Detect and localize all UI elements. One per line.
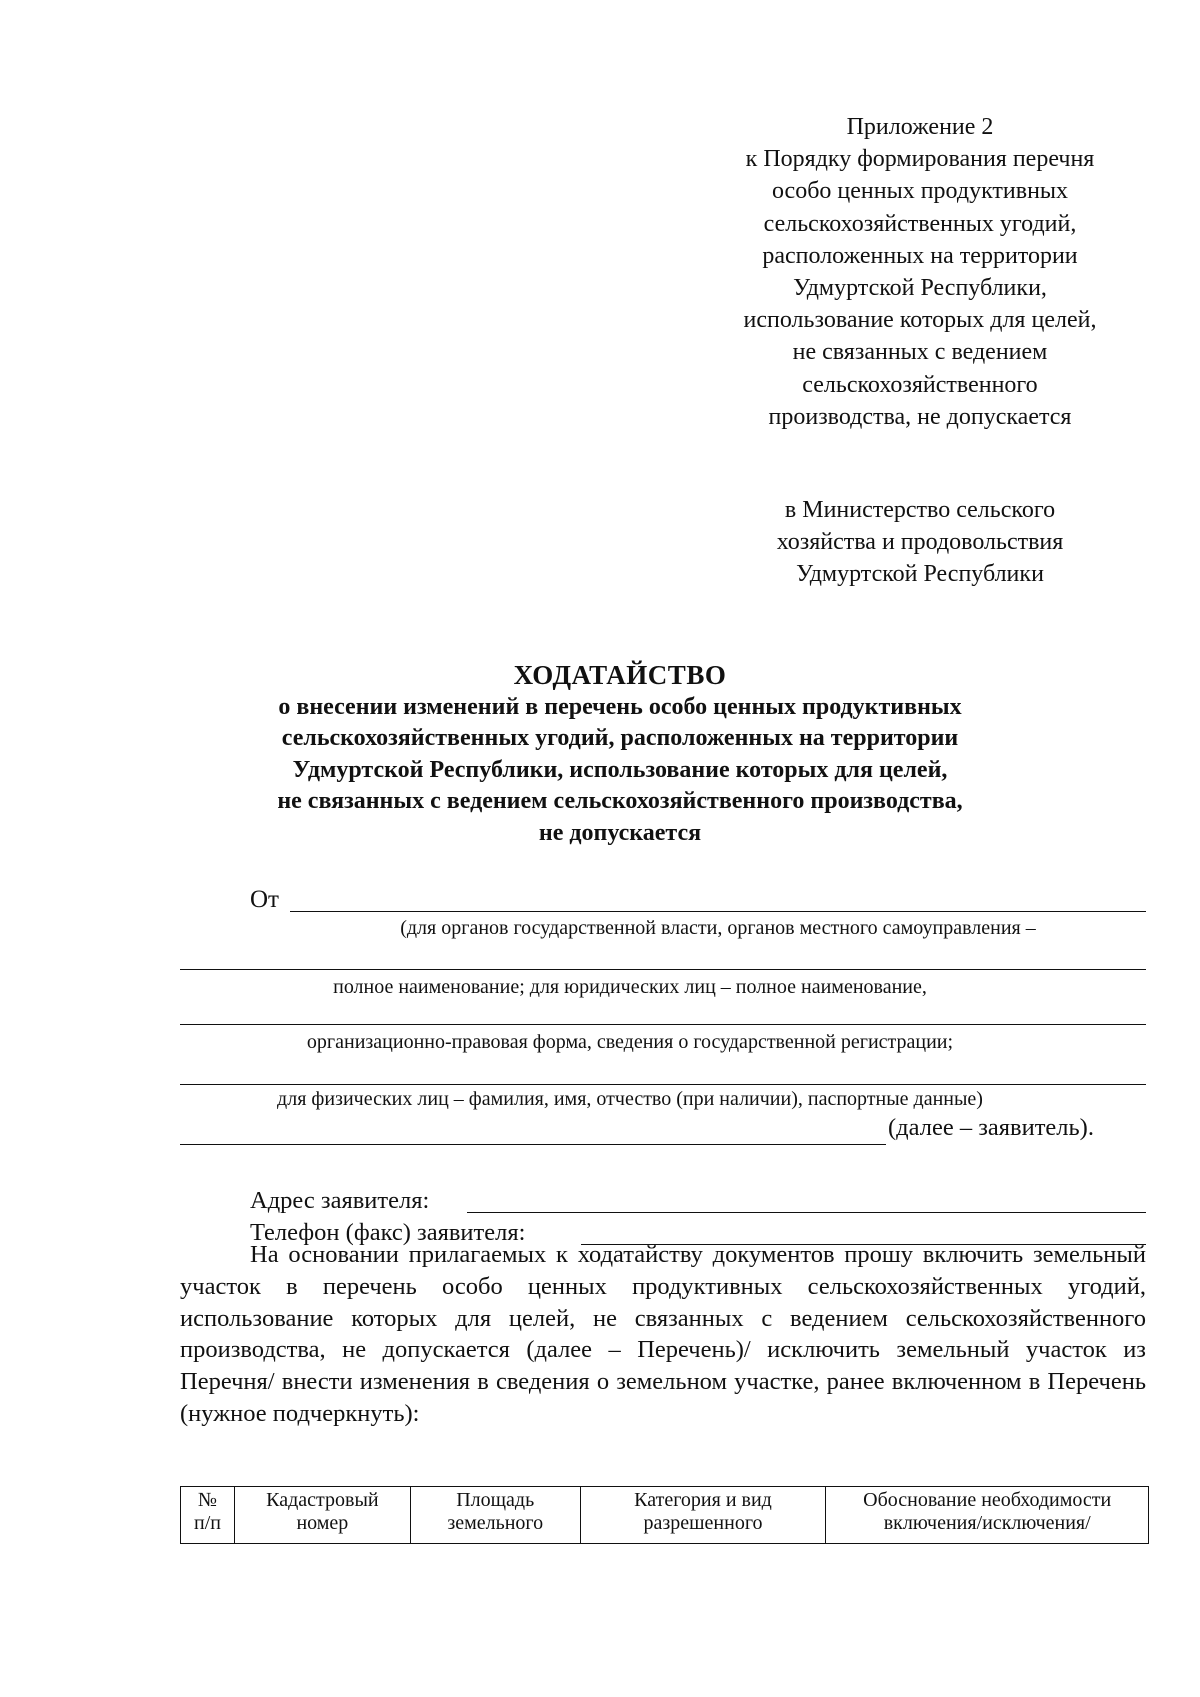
title-line: о внесении изменений в перечень особо ценных продуктивных (278, 693, 962, 720)
addressee-line: хозяйства и продовольствия (776, 529, 1064, 556)
applicant-suffix: (далее – заявитель). (888, 1114, 1094, 1141)
address-label: Адрес заявителя: (250, 1187, 430, 1214)
header-text: № (197, 1489, 218, 1511)
title-main: ХОДАТАЙСТВО (513, 660, 727, 690)
applicant-caption-3: организационно-правовая форма, сведения о государственной регистрации; (306, 1031, 954, 1053)
annex-line: сельскохозяйственного (802, 371, 1038, 398)
annex-line: производства, не допускается (768, 403, 1072, 430)
header-text: разрешенного (643, 1512, 763, 1534)
header-text: земельного (447, 1512, 544, 1534)
applicant-caption-2: полное наименование; для юридических лиц – полное наименование, (333, 976, 927, 998)
title-line: сельскохозяйственных угодий, расположенных на территории (281, 725, 959, 751)
annex-line: использование которых для целей, (743, 307, 1097, 334)
annex-line: расположенных на территории (762, 242, 1078, 269)
request-paragraph: На основании прилагаемых к ходатайству документов прошу включить земельный участок в перечень особо ценных продуктивных сельскохозяйственных угодий, использование которых для целей, не связанных с ведением сельскохозяйственного производства, не допускается (далее – Перечень)/ исключить земельный участок из Перечня/ внести изменения в сведения о земельном участке, ранее включенном в Перечень (нужное подчеркнуть): (180, 1241, 1146, 1427)
annex-line: Приложение 2 (846, 114, 994, 140)
title-line: не связанных с ведением сельскохозяйственного производства, (277, 788, 963, 814)
annex-line: к Порядку формирования перечня (745, 146, 1095, 173)
header-text: Площадь (456, 1489, 535, 1511)
header-text: Обоснование необходимости (863, 1489, 1112, 1511)
annex-line: Удмуртской Республики, (793, 275, 1047, 302)
addressee-line: Удмуртской Республики (796, 561, 1044, 588)
header-area (410, 1487, 580, 1544)
applicant-name-line-4[interactable] (180, 1084, 1146, 1085)
addressee-line: в Министерство сельского (784, 497, 1056, 523)
annex-header (700, 111, 1140, 433)
header-text: Категория и вид (634, 1489, 772, 1511)
applicant-name-line-2[interactable] (180, 969, 1146, 970)
document-title (170, 660, 1070, 849)
applicant-name-line-5[interactable] (180, 1144, 886, 1145)
addressee-block (700, 494, 1140, 591)
phone-label: Телефон (факс) заявителя: (250, 1219, 526, 1246)
annex-line: не связанных с ведением (792, 339, 1048, 366)
address-field[interactable] (467, 1212, 1146, 1213)
applicant-name-line-1[interactable] (290, 911, 1146, 912)
table-header-row (181, 1487, 1149, 1544)
from-label: От (250, 886, 279, 913)
annex-line: особо ценных продуктивных (771, 178, 1069, 205)
header-text: Кадастровый (266, 1489, 379, 1511)
header-text: п/п (193, 1512, 221, 1534)
header-text: включения/исключения/ (883, 1512, 1091, 1534)
header-category (580, 1487, 826, 1544)
applicant-name-line-3[interactable] (180, 1024, 1146, 1025)
header-cadastral-number (234, 1487, 410, 1544)
title-line: не допускается (538, 819, 702, 846)
applicant-caption-4: для физических лиц – фамилия, имя, отчество (при наличии), паспортные данные) (277, 1088, 983, 1110)
title-line: Удмуртской Республики, использование которых для целей, (292, 756, 948, 783)
parcel-table (180, 1486, 1149, 1544)
header-justification (826, 1487, 1149, 1544)
applicant-caption-1: (для органов государственной власти, органов местного самоуправления – (400, 917, 1036, 939)
header-number (181, 1487, 235, 1544)
header-text: номер (296, 1512, 349, 1534)
annex-line: сельскохозяйственных угодий, (763, 210, 1077, 237)
